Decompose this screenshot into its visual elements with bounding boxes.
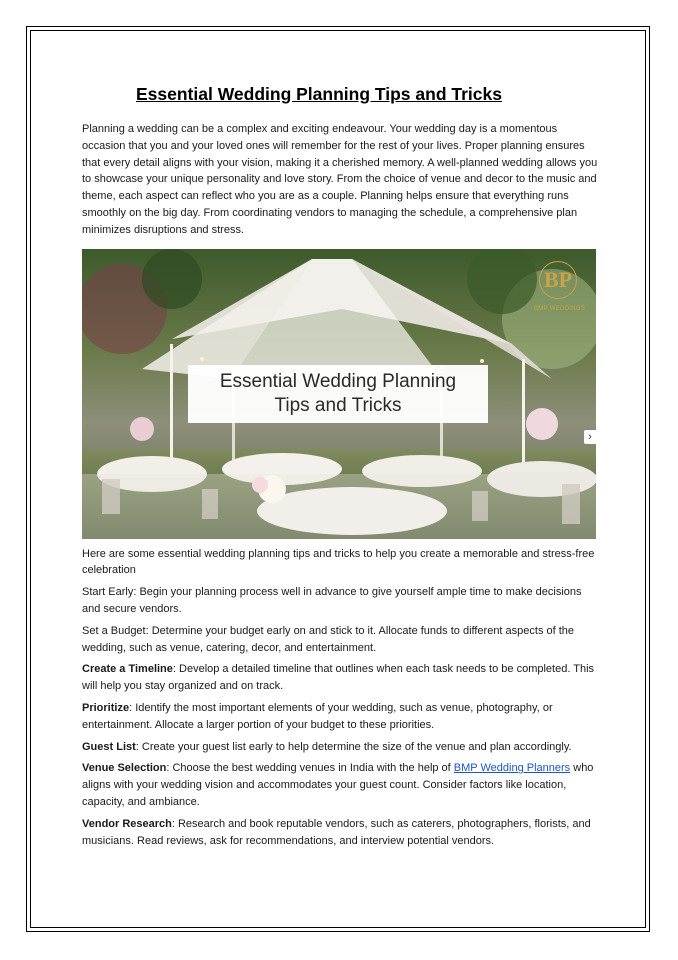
tip-label: Create a Timeline bbox=[82, 663, 173, 676]
tip-guest-list bbox=[82, 739, 598, 756]
chevron-right-icon[interactable]: › bbox=[584, 430, 596, 444]
intro-paragraph: Planning a wedding can be a complex and exciting endeavour. Your wedding day is a momentous occasion that you and your loved ones will remember for the rest of your lives. Proper planning ensures that every detail aligns with your vision, making it a cherished memory. A well-planned wedding allows you to showcase your unique personality and love story. From the choice of venue and decor to the music and theme, each aspect can reflect who you are as a couple. Planning helps ensure that everything runs smoothly on the big day. From coordinating vendors to managing the schedule, a comprehensive plan minimizes disruptions and stress. bbox=[82, 123, 598, 236]
tip-text-after: who aligns with your wedding vision and accommodates your guest count. Consider factors like location, capacity, and ambiance. bbox=[82, 762, 594, 808]
tip-label: Venue Selection bbox=[82, 762, 167, 775]
tip-label: Prioritize bbox=[82, 701, 130, 714]
brand-logo bbox=[534, 261, 586, 318]
document-title: Essential Wedding Planning Tips and Tricks bbox=[136, 84, 502, 104]
logo-name: BMP WEDDINGS bbox=[534, 305, 586, 312]
hero-caption-box bbox=[188, 365, 488, 423]
tip-text: : Develop a detailed timeline that outlines when each task needs to be completed. This will help you stay organized and on track. bbox=[82, 663, 595, 693]
tip-text: : Choose the best wedding venues in India with the help of bbox=[166, 762, 454, 775]
tip-venue-selection bbox=[82, 760, 598, 810]
tip-text: Start Early: Begin your planning process well in advance to give yourself ample time to make decisions and secure vendors. bbox=[82, 586, 582, 615]
tip-text: : Research and book reputable vendors, such as caterers, photographers, florists, and musicians. Read reviews, ask for recommendations, and interview potential vendors. bbox=[82, 817, 591, 847]
tip-label: Vendor Research bbox=[82, 817, 172, 830]
tip-start-early bbox=[82, 584, 598, 618]
tip-text: Set a Budget: Determine your budget early on and stick to it. Allocate funds to different aspects of the wedding, such as venue, catering, decor, and entertainment. bbox=[82, 624, 575, 654]
tip-label: Guest List bbox=[82, 740, 136, 753]
bmp-wedding-planners-link[interactable]: BMP Wedding Planners bbox=[453, 762, 571, 775]
tip-vendor-research bbox=[82, 816, 598, 850]
hero-caption-line-1: Essential Wedding Planning bbox=[219, 370, 457, 392]
document-body bbox=[82, 121, 598, 854]
lead-paragraph: Here are some essential wedding planning tips and tricks to help you create a memorable and stress-free celebration bbox=[82, 547, 595, 577]
tip-create-timeline bbox=[82, 661, 598, 695]
tip-text: : Create your guest list early to help determine the size of the venue and plan accordingly. bbox=[135, 740, 572, 753]
tip-text: : Identify the most important elements of your wedding, such as venue, photography, or entertainment. Allocate a larger portion of your budget to these priorities. bbox=[82, 701, 553, 731]
hero-caption-line-2: Tips and Tricks bbox=[274, 394, 402, 416]
tip-prioritize bbox=[82, 700, 598, 734]
hero-image bbox=[82, 249, 596, 539]
logo-mark: BP bbox=[539, 261, 577, 299]
tip-set-budget bbox=[82, 623, 598, 657]
